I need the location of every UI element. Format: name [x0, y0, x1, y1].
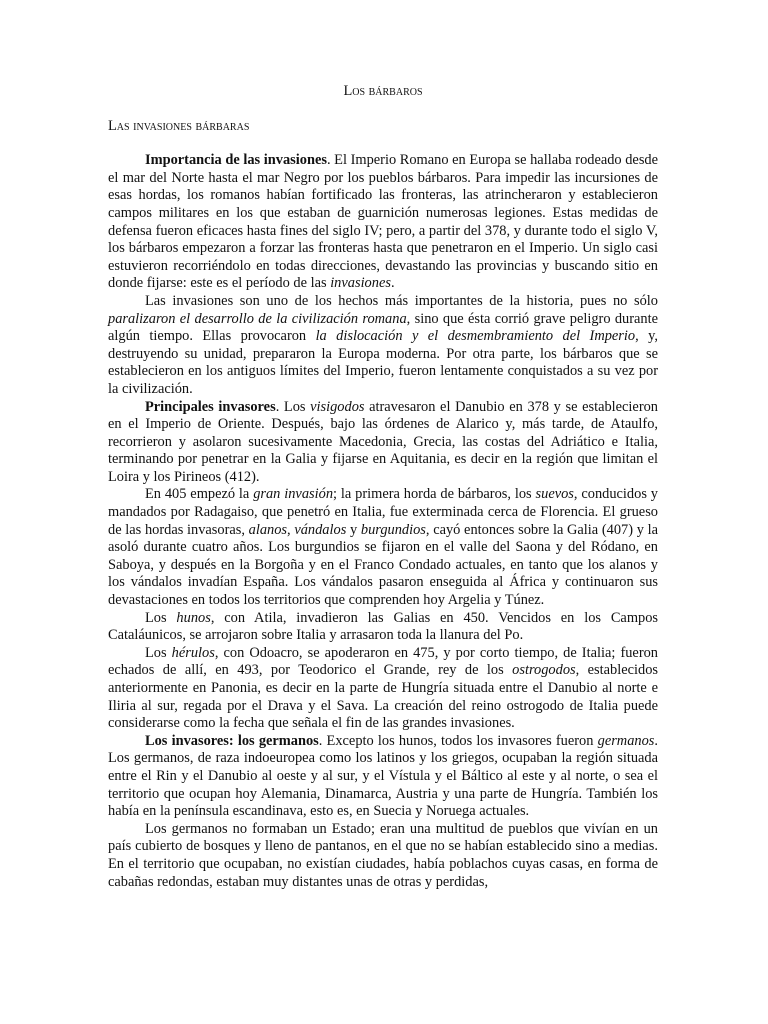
- run: atravesaron el Danubio en 378 y se establecieron en el Imperio de Oriente. Después, bajo las órdenes de Alarico y, más tarde, de Ataulfo, recorrieron y asolaron sucesivamente Macedonia, Grecia, las costas del Adriático e Italia, terminando por penetrar en la Galia y fijarse en Aquitania, es decir en la región que limitan el Loira y los Pirineos (412).: [108, 398, 658, 485]
- paragraph: [108, 152, 658, 293]
- run: alanos: [248, 521, 288, 538]
- run: . Los: [275, 398, 311, 415]
- run: ,: [287, 521, 295, 538]
- run: ostrogodos: [512, 662, 576, 679]
- run: Los invasores: los germanos: [145, 732, 319, 749]
- run: hunos: [176, 609, 211, 626]
- run: . Excepto los hunos, todos los invasores fueron: [318, 732, 598, 749]
- run: Las invasiones son uno de los hechos más importantes de la historia, pues no sólo: [145, 292, 658, 309]
- run: germanos: [597, 732, 655, 749]
- paragraph: [108, 645, 658, 733]
- run: . El Imperio Romano en Europa se hallaba rodeado desde el mar del Norte hasta el mar Negro por los pueblos bárbaros. Para impedir las incursiones de esas hordas, los romanos habían fortificado las fronteras, las atrincheraron y establecieron campos militares en los que estaban de guarnición numerosas legiones. Estas medidas de defensa fueron eficaces hasta fines del siglo IV; pero, a partir del 378, y durante todo el siglo V, los bárbaros empezaron a forzar las fronteras hasta que penetraron en el Imperio. Un siglo casi estuvieron recorriéndolo en todas direcciones, devastando las provincias y buscando sitio en donde fijarse: este es el período de las: [108, 152, 659, 292]
- run: vándalos: [294, 521, 347, 538]
- run: ; la primera horda de bárbaros, los: [333, 486, 536, 503]
- run: , cayó entonces sobre la Galia (407) y la asoló durante cuatro años. Los burgundios se fijaron en el valle del Saona y del Ródano, en Saboya, y después en la Borgoña y en el Franco Condado actuales, en tanto que los alanos y los vándalos invadían España. Los vándalos pasaron enseguida al África y continuaron sus devastaciones en todos los territorios que comprenden hoy Argelia y Túnez.: [108, 521, 658, 609]
- run: , sino que ésta corrió grave peligro durante algún tiempo. Ellas provocaron: [108, 310, 658, 345]
- run: invasiones: [330, 275, 391, 292]
- run: , con Odoacro, se apoderaron en 475, y por corto tiempo, de Italia; fueron echados de allí, en 493, por Teodorico el Grande, rey de los: [108, 644, 659, 679]
- run: burgundios: [360, 521, 426, 538]
- run: visigodos: [310, 398, 365, 415]
- paragraph: [108, 733, 658, 821]
- run: Principales invasores: [145, 398, 276, 415]
- run: paralizaron el desarrollo de la civilización romana: [108, 310, 407, 327]
- run: . Los germanos, de raza indoeuropea como los latinos y los griegos, ocupaban la región situada entre el Rin y el Danubio al oeste y al sur, y el Vístula y el Báltico al este y al norte, o sea el territorio que ocupan hoy Alemania, Dinamarca, Austria y una parte de Hungría. También los había en la península escandinava, esto es, en Suecia y Noruega actuales.: [108, 732, 658, 820]
- paragraph: [108, 486, 658, 609]
- run: Los germanos no formaban un Estado; eran una multitud de pueblos que vivían en un país cubierto de bosques y lleno de pantanos, en el que no se habían establecido sino a medias. En el territorio que ocupaban, no existían ciudades, había poblachos cuyas casas, en forma de cabañas redondas, estaban muy distantes unas de otras y perdidas,: [108, 820, 658, 890]
- paragraph: [108, 821, 658, 891]
- paragraph: [108, 610, 658, 645]
- run: , conducidos y mandados por Radagaiso, que penetró en Italia, fue exterminada cerca de Florencia. El grueso de las hordas invasoras,: [108, 486, 658, 538]
- run: la dislocación y el desmembramiento del Imperio: [315, 328, 636, 345]
- paragraph: [108, 399, 658, 487]
- run: En 405 empezó la: [145, 486, 254, 503]
- document-body: [108, 83, 658, 891]
- run: .: [390, 275, 395, 292]
- run: Importancia de las invasiones: [145, 152, 327, 169]
- run: , con Atila, invadieron las Galias en 450. Vencidos en los Campos Cataláunicos, se arrojaron sobre Italia y arrasaron toda la llanura del Po.: [108, 609, 659, 644]
- run: gran invasión: [253, 486, 334, 503]
- run: , establecidos anteriormente en Panonia, es decir en la parte de Hungría situada entre el Danubio al norte e Iliria al sur, regada por el Drava y el Sava. La creación del reino ostrogodo de Italia puede considerarse como la fecha que señala el fin de las grandes invasiones.: [108, 662, 658, 732]
- run: hérulos: [171, 644, 215, 661]
- run: , y, destruyendo su unidad, prepararon la Europa moderna. Por otra parte, los bárbaros que se establecieron en los antiguos límites del Imperio, fueron lentamente conquistados a su vez por la civilización.: [108, 328, 658, 397]
- run: y: [346, 521, 361, 538]
- run: Los: [145, 644, 172, 661]
- document-title: Los bárbaros: [343, 83, 423, 99]
- run: Los: [145, 609, 177, 626]
- paragraph: [108, 293, 658, 399]
- run: suevos: [535, 486, 574, 503]
- section-title: Las invasiones bárbaras: [108, 117, 250, 134]
